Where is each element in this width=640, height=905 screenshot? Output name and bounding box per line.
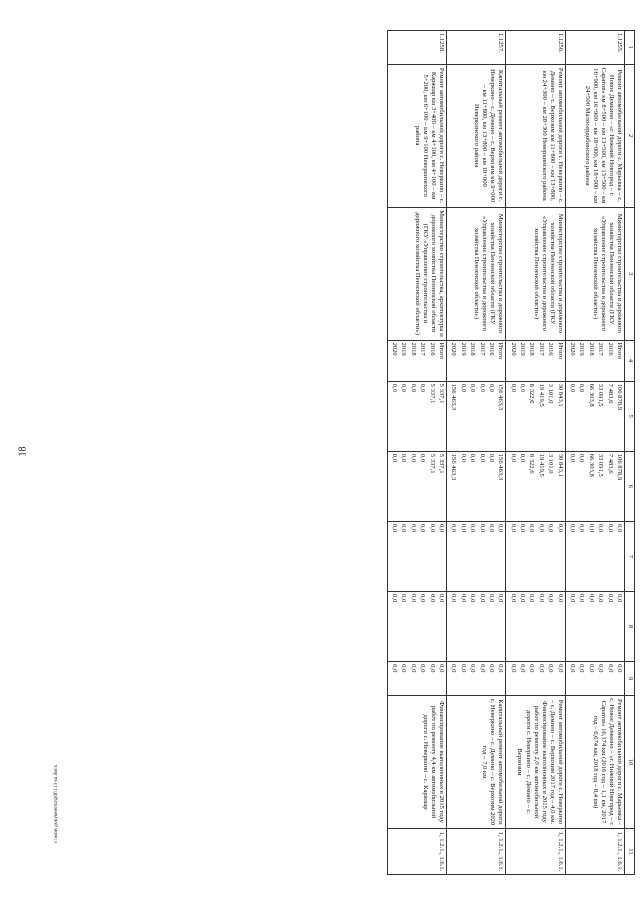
regional-budget-cell-value: 0,0 xyxy=(400,453,408,462)
regional-budget-cell-value: 106 878,9 xyxy=(616,453,623,481)
total-amount-cell xyxy=(565,381,624,451)
result-cell: Ремонт автомобильной дороги с. Марьевка – с. Новое Демкино – «г. Нижний Новгород – г. Саратов» 16,174 км (2016 год – 1,1 км, 2017 год – 6,674 км, 2018 год – 8,4 км) xyxy=(565,695,624,828)
year-cell-value: Итого xyxy=(556,342,564,360)
year-cell-value: 2019 xyxy=(400,342,408,356)
federal-budget-cell xyxy=(506,521,565,591)
table-row xyxy=(387,31,446,875)
link-cell: 1, 1.2.1., 1.6.1. xyxy=(387,828,446,874)
total-amount-cell-value: 0,0 xyxy=(400,383,408,392)
regional-budget-cell-value: 0,0 xyxy=(509,453,517,462)
regional-budget-cell-value: 5 337,1 xyxy=(428,453,436,474)
header-cell: 4 xyxy=(625,340,635,381)
header-cell: 11 xyxy=(625,828,635,874)
total-amount-cell-value: 3 101,0 xyxy=(547,383,555,404)
measure-name-cell: Ремонт автомобильной дороги с. Неверкино – с. Каржвар км 3+400 – км 4+100, км 4+100 – км 5+200, км 6+100 – км 9+100 Неверкинского района xyxy=(387,64,446,207)
regional-budget-cell-value: 156 463,3 xyxy=(497,453,505,481)
year-cell-value: 2017 xyxy=(478,342,486,356)
total-amount-cell-value: 0,0 xyxy=(509,383,517,392)
regional-budget-cell-value: 8 322,6 xyxy=(528,453,536,474)
total-amount-cell xyxy=(446,381,505,451)
federal-budget-cell-value: 0,0 xyxy=(400,523,408,533)
header-cell: 10 xyxy=(625,695,635,828)
total-amount-cell-value: 33 091,5 xyxy=(597,383,605,407)
federal-budget-cell-value: 0,0 xyxy=(487,523,495,533)
total-amount-cell-value: 0,0 xyxy=(459,383,467,392)
federal-budget-cell-value: 0,0 xyxy=(419,523,427,533)
federal-budget-cell-value: 0,0 xyxy=(450,523,458,533)
result-cell: Финансирование выполненных в 2015 году работ по ремонту 4,4 км автомобильной дороги с. Неверкино – с. Каржвар xyxy=(387,695,446,828)
local-budget-cell xyxy=(565,592,624,662)
total-amount-cell-value: 0,0 xyxy=(487,383,495,392)
regional-budget-cell-value: 0,0 xyxy=(578,453,586,462)
other-sources-cell-value: 0,0 xyxy=(469,664,477,673)
other-sources-cell-value: 0,0 xyxy=(428,664,436,673)
other-sources-cell-value: 0,0 xyxy=(537,664,545,673)
federal-budget-cell-value: 0,0 xyxy=(537,523,545,533)
federal-budget-cell-value: 0,0 xyxy=(391,523,399,533)
local-budget-cell xyxy=(446,592,505,662)
total-amount-cell-value: 156 463,3 xyxy=(450,383,458,410)
total-amount-cell xyxy=(387,381,446,451)
local-budget-cell-value: 0,0 xyxy=(437,594,445,603)
other-sources-cell-value: 0,0 xyxy=(450,664,458,673)
regional-budget-cell-value: 66 303,8 xyxy=(587,453,595,477)
link-cell: 1, 1.2.1., 1.6.1. xyxy=(565,828,624,874)
header-cell: 9 xyxy=(625,662,635,696)
regional-budget-cell xyxy=(387,451,446,521)
federal-budget-cell-value: 0,0 xyxy=(497,523,505,533)
regional-budget-cell-value: 3 101,0 xyxy=(547,453,555,474)
total-amount-cell-value: 0,0 xyxy=(419,383,427,392)
total-amount-cell xyxy=(506,381,565,451)
regional-budget-cell xyxy=(506,451,565,521)
federal-budget-cell-value: 0,0 xyxy=(409,523,417,533)
header-cell: 2 xyxy=(625,64,635,207)
row-number-cell: 1.1256. xyxy=(506,31,565,65)
result-cell: Капитальный ремонт автомобильной дороги с. Неверкино – с. Демино – с. Верхозим 2020 год – 7,0 км xyxy=(446,695,505,828)
other-sources-cell-value: 0,0 xyxy=(478,664,486,673)
federal-budget-cell-value: 0,0 xyxy=(528,523,536,533)
regional-budget-cell-value: 0,0 xyxy=(569,453,577,462)
federal-budget-cell-value: 0,0 xyxy=(606,523,614,533)
federal-budget-cell-value: 0,0 xyxy=(569,523,577,533)
regional-budget-cell-value: 0,0 xyxy=(478,453,486,462)
total-amount-cell-value: 0,0 xyxy=(578,383,586,392)
local-budget-cell-value: 0,0 xyxy=(569,594,577,603)
local-budget-cell-value: 0,0 xyxy=(497,594,505,603)
local-budget-cell-value: 0,0 xyxy=(409,594,417,603)
other-sources-cell-value: 0,0 xyxy=(419,664,427,673)
year-cell xyxy=(446,340,505,381)
executor-cell: Министерство строительства и дорожного хозяйства Пензенской области (ГКУ «Управление строительства и дорожного хозяйства Пензенской области») xyxy=(565,207,624,340)
total-amount-cell-value: 8 322,6 xyxy=(528,383,536,404)
local-budget-cell-value: 0,0 xyxy=(578,594,586,603)
total-amount-cell-value: 0,0 xyxy=(391,383,399,392)
header-cell: 7 xyxy=(625,521,635,591)
year-cell-value: 2020 xyxy=(391,342,399,356)
row-number-cell: 1.1255. xyxy=(565,31,624,65)
other-sources-cell-value: 0,0 xyxy=(519,664,527,673)
total-amount-cell-value: 0,0 xyxy=(409,383,417,392)
regional-budget-cell xyxy=(446,451,505,521)
local-budget-cell-value: 0,0 xyxy=(509,594,517,603)
federal-budget-cell-value: 0,0 xyxy=(509,523,517,533)
regional-budget-cell-value: 0,0 xyxy=(419,453,427,462)
local-budget-cell-value: 0,0 xyxy=(537,594,545,603)
link-cell: 1, 1.2.1., 1.6.1. xyxy=(506,828,565,874)
federal-budget-cell-value: 0,0 xyxy=(547,523,555,533)
year-cell-value: 2020 xyxy=(509,342,517,356)
year-cell-value: 2016 xyxy=(428,342,436,356)
total-amount-cell-value: 5 337,1 xyxy=(428,383,436,404)
year-cell xyxy=(565,340,624,381)
local-budget-cell-value: 0,0 xyxy=(459,594,467,603)
other-sources-cell-value: 0,0 xyxy=(616,664,623,673)
table-row xyxy=(565,31,624,875)
other-sources-cell xyxy=(506,662,565,696)
year-cell-value: 2018 xyxy=(587,342,595,356)
federal-budget-cell xyxy=(565,521,624,591)
year-cell-value: 2016 xyxy=(606,342,614,356)
total-amount-cell-value: 0,0 xyxy=(569,383,577,392)
total-amount-cell-value: 0,0 xyxy=(469,383,477,392)
federal-budget-cell-value: 0,0 xyxy=(478,523,486,533)
other-sources-cell-value: 0,0 xyxy=(578,664,586,673)
federal-budget-cell-value: 0,0 xyxy=(587,523,595,533)
other-sources-cell-value: 0,0 xyxy=(509,664,517,673)
regional-budget-cell-value: 30 843,1 xyxy=(556,453,564,477)
local-budget-cell-value: 0,0 xyxy=(519,594,527,603)
year-cell-value: 2017 xyxy=(537,342,545,356)
program-table xyxy=(387,30,635,875)
other-sources-cell xyxy=(387,662,446,696)
other-sources-cell-value: 0,0 xyxy=(528,664,536,673)
local-budget-cell-value: 0,0 xyxy=(528,594,536,603)
local-budget-cell-value: 0,0 xyxy=(428,594,436,603)
local-budget-cell-value: 0,0 xyxy=(391,594,399,603)
regional-budget-cell-value: 0,0 xyxy=(409,453,417,462)
total-amount-cell-value: 5 337,1 xyxy=(437,383,445,404)
local-budget-cell-value: 0,0 xyxy=(597,594,605,603)
regional-budget-cell-value: 33 091,5 xyxy=(597,453,605,477)
local-budget-cell-value: 0,0 xyxy=(478,594,486,603)
regional-budget-cell-value: 19 419,5 xyxy=(537,453,545,477)
local-budget-cell-value: 0,0 xyxy=(606,594,614,603)
other-sources-cell-value: 0,0 xyxy=(587,664,595,673)
regional-budget-cell-value: 0,0 xyxy=(469,453,477,462)
regional-budget-cell-value: 7 483,6 xyxy=(606,453,614,474)
year-cell-value: Итого xyxy=(616,342,623,360)
document-table-rotated xyxy=(75,30,635,875)
page-number: 18 xyxy=(17,446,29,457)
header-cell: 3 xyxy=(625,207,635,340)
year-cell-value: 2017 xyxy=(597,342,605,356)
executor-cell: Министерство строительства, архитектуры и дорожного хозяйства Пензенской области (ГКУ «Управление строительства и дорожного хозяйства Пензенской области») xyxy=(387,207,446,340)
year-cell-value: 2019 xyxy=(578,342,586,356)
other-sources-cell-value: 0,0 xyxy=(606,664,614,673)
header-row xyxy=(625,31,635,875)
federal-budget-cell-value: 0,0 xyxy=(437,523,445,533)
local-budget-cell-value: 0,0 xyxy=(419,594,427,603)
row-number-cell: 1.1258. xyxy=(387,31,446,65)
local-budget-cell-value: 0,0 xyxy=(556,594,564,603)
federal-budget-cell-value: 0,0 xyxy=(578,523,586,533)
regional-budget-cell-value: 156 463,3 xyxy=(450,453,458,481)
measure-name-cell: Ремонт автомобильной дороги с. Неверкино – с. Демино – с. Верхозим км 11+800 – км 13+800, км 24+300 – км 28+300 Неверкинского района xyxy=(506,64,565,207)
federal-budget-cell xyxy=(446,521,505,591)
other-sources-cell-value: 0,0 xyxy=(547,664,555,673)
local-budget-cell-value: 0,0 xyxy=(616,594,623,603)
regional-budget-cell-value: 0,0 xyxy=(459,453,467,462)
year-cell-value: 2017 xyxy=(419,342,427,356)
total-amount-cell-value: 106 878,9 xyxy=(616,383,623,410)
total-amount-cell-value: 0,0 xyxy=(519,383,527,392)
total-amount-cell-value: 19 419,5 xyxy=(537,383,545,407)
year-cell xyxy=(387,340,446,381)
year-cell-value: 2020 xyxy=(450,342,458,356)
total-amount-cell-value: 30 843,1 xyxy=(556,383,564,407)
regional-budget-cell-value: 0,0 xyxy=(487,453,495,462)
other-sources-cell-value: 0,0 xyxy=(459,664,467,673)
other-sources-cell xyxy=(565,662,624,696)
other-sources-cell-value: 0,0 xyxy=(569,664,577,673)
table-row xyxy=(506,31,565,875)
other-sources-cell-value: 0,0 xyxy=(437,664,445,673)
total-amount-cell-value: 7 483,6 xyxy=(606,383,614,404)
executor-cell: Министерство строительства и дорожного хозяйства Пензенской области (ГКУ «Управление строительства и дорожного хозяйства Пензенской области») xyxy=(446,207,505,340)
local-budget-cell-value: 0,0 xyxy=(469,594,477,603)
year-cell-value: 2018 xyxy=(469,342,477,356)
federal-budget-cell-value: 0,0 xyxy=(459,523,467,533)
federal-budget-cell-value: 0,0 xyxy=(469,523,477,533)
regional-budget-cell xyxy=(565,451,624,521)
local-budget-cell-value: 0,0 xyxy=(547,594,555,603)
header-cell: 6 xyxy=(625,451,635,521)
other-sources-cell-value: 0,0 xyxy=(487,664,495,673)
local-budget-cell xyxy=(387,592,446,662)
year-cell-value: Итого xyxy=(497,342,505,360)
local-budget-cell-value: 0,0 xyxy=(487,594,495,603)
year-cell-value: 2019 xyxy=(459,342,467,356)
year-cell-value: 2020 xyxy=(569,342,577,356)
year-cell xyxy=(506,340,565,381)
year-cell-value: Итого xyxy=(437,342,445,360)
total-amount-cell-value: 156 463,3 xyxy=(497,383,505,410)
regional-budget-cell-value: 5 337,1 xyxy=(437,453,445,474)
other-sources-cell-value: 0,0 xyxy=(391,664,399,673)
year-cell-value: 2018 xyxy=(409,342,417,356)
other-sources-cell-value: 0,0 xyxy=(597,664,605,673)
year-cell-value: 2016 xyxy=(547,342,555,356)
other-sources-cell xyxy=(446,662,505,696)
other-sources-cell-value: 0,0 xyxy=(497,664,505,673)
row-number-cell: 1.1257. xyxy=(446,31,505,65)
federal-budget-cell-value: 0,0 xyxy=(597,523,605,533)
measure-name-cell: Капитальный ремонт автомобильной дороги с. Неверкино – с. Демино – с. Верхозим км 9+000 – км 11+800, км 13+800 – км 18+000 Неверкинского района xyxy=(446,64,505,207)
local-budget-cell-value: 0,0 xyxy=(450,594,458,603)
link-cell: 1, 1.2.1., 1.6.1. xyxy=(446,828,505,874)
local-budget-cell-value: 0,0 xyxy=(587,594,595,603)
local-budget-cell-value: 0,0 xyxy=(400,594,408,603)
local-budget-cell xyxy=(506,592,565,662)
other-sources-cell-value: 0,0 xyxy=(400,664,408,673)
header-cell: 1 xyxy=(625,31,635,65)
other-sources-cell-value: 0,0 xyxy=(409,664,417,673)
federal-budget-cell-value: 0,0 xyxy=(519,523,527,533)
table-row xyxy=(446,31,505,875)
year-cell-value: 2018 xyxy=(528,342,536,356)
federal-budget-cell-value: 0,0 xyxy=(556,523,564,533)
measure-name-cell: Ремонт автомобильной дороги с. Марьевка – с. Новое Демкино – «г. Нижний Новгород – г. Саратов» км 8+500 – км 13+500, км 13+500 – км 16+900, км 16+900 – км 18+000, км 18+000 – км 24+500 Малосердобинского района xyxy=(565,64,624,207)
executor-cell: Министерство строительства и дорожного хозяйства Пензенской области (ГКУ «Управление строительства и дорожного хозяйства Пензенской области») xyxy=(506,207,565,340)
header-cell: 5 xyxy=(625,381,635,451)
federal-budget-cell xyxy=(387,521,446,591)
result-cell: Ремонт автомобильной дороги с. Неверкино – с. Демино – с. Верхозим 2017 год – 4,0 км. Финансирование выполненных в 2015 году работ по ремонту 2,0 км автомобильной дороги с. Неверкино – с. Демино – с. Верхозим xyxy=(506,695,565,828)
regional-budget-cell-value: 0,0 xyxy=(391,453,399,462)
other-sources-cell-value: 0,0 xyxy=(556,664,564,673)
total-amount-cell-value: 66 303,8 xyxy=(587,383,595,407)
regional-budget-cell-value: 0,0 xyxy=(519,453,527,462)
year-cell-value: 2019 xyxy=(519,342,527,356)
total-amount-cell-value: 0,0 xyxy=(478,383,486,392)
federal-budget-cell-value: 0,0 xyxy=(428,523,436,533)
year-cell-value: 2016 xyxy=(487,342,495,356)
header-cell: 8 xyxy=(625,592,635,662)
federal-budget-cell-value: 0,0 xyxy=(616,523,623,533)
footer-file-path: c:\мои документы\pdf\113-ш.docx xyxy=(53,764,59,843)
